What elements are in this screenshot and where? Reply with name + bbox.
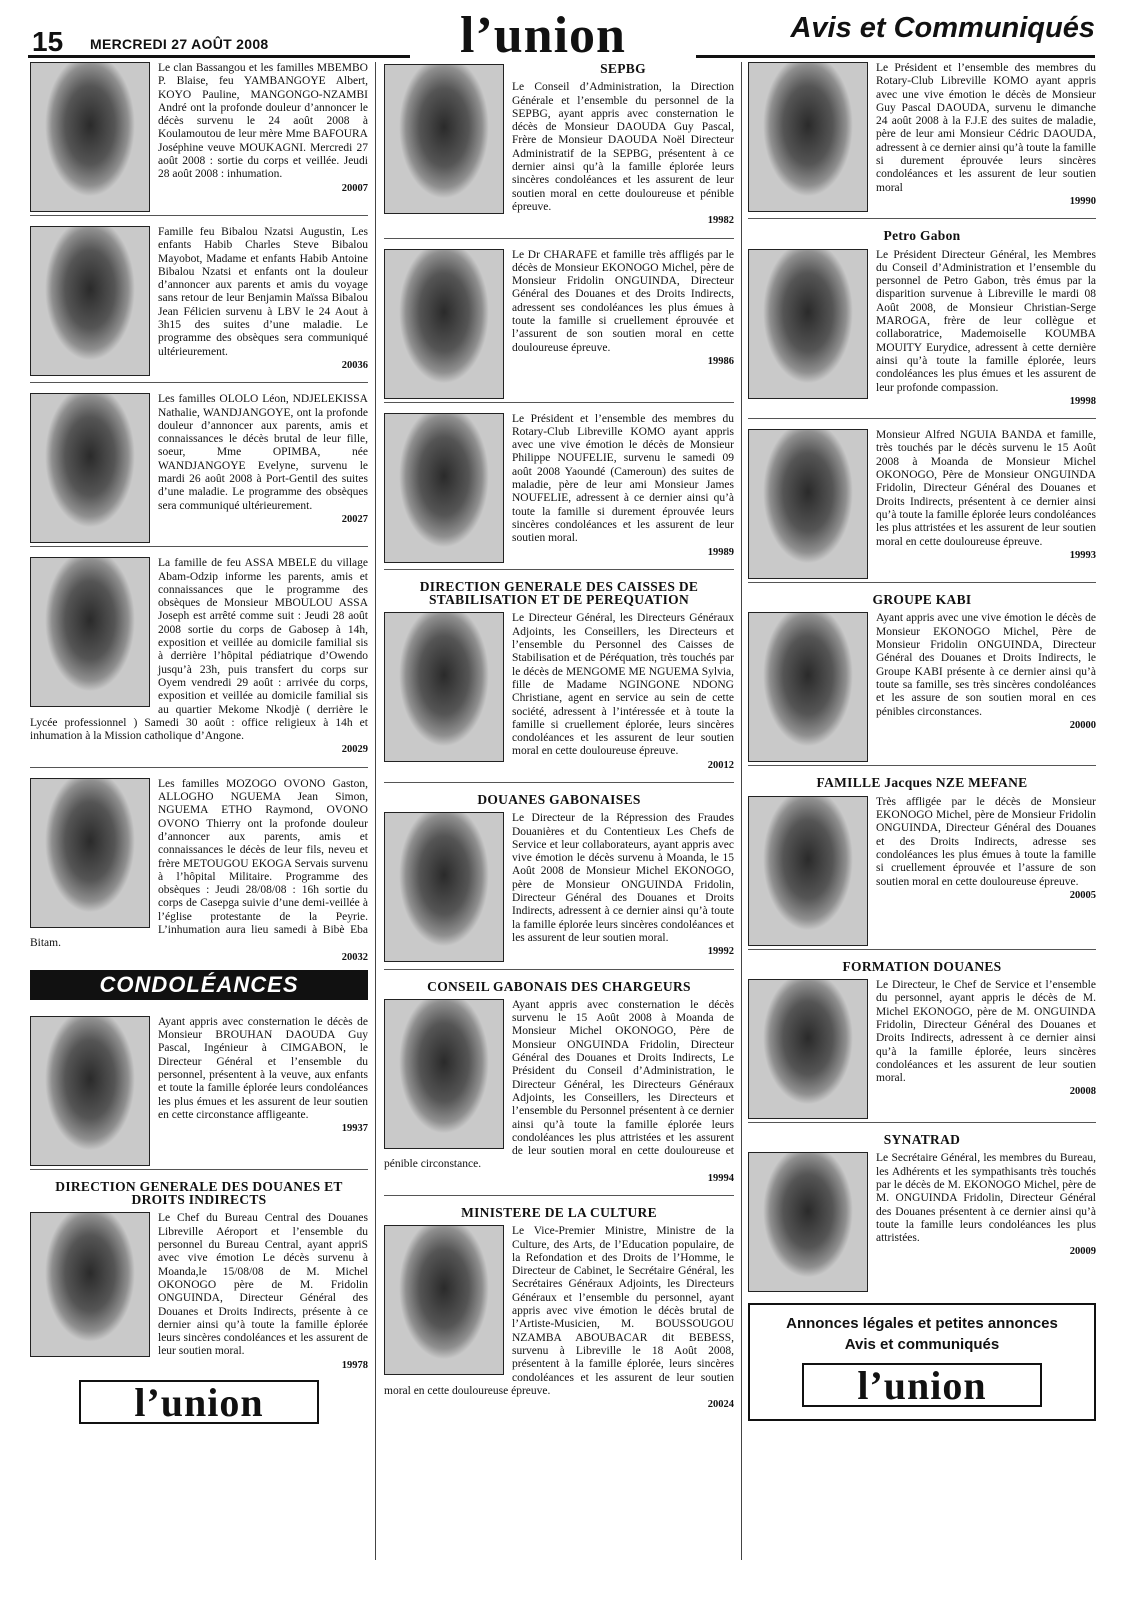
notice-text: La famille de feu ASSA MBELE du village Abam-Odzip informe les parents, amis et connaissances que le programme des obsèques de Monsieur MBOULOU ASSA Joseph est arrêté comme suit : Jeudi 28 août 2008 sortie du corps de Gabosep à 14h, exposition et veillée au domicile familial sis à derrière l’hôpital pédiatrique d’Owendo jusqu’à 23h, puis transfert du corps sur Oyem vendredi 29 août : arrivée du corps, exposition et veillée au domicile familial sis au quartier Mekome Nkodjè ( derrière le Lycée professionnel ) Samedi 30 août : office religieux à 14h et inhumation à la Mission catholique d’Angone. (30, 557, 368, 743)
section-title: Avis et Communiqués (790, 12, 1095, 44)
column-center (384, 62, 734, 1411)
condolence-notice (384, 249, 734, 369)
portrait-photo (748, 612, 868, 762)
notice-title: SYNATRAD (883, 1132, 961, 1148)
portrait-photo (384, 64, 504, 214)
notice-title: SEPBG (600, 61, 646, 76)
condolence-notice (384, 1206, 734, 1411)
notice-separator (748, 418, 1096, 419)
condolence-notice (748, 229, 1096, 408)
notice-separator (384, 402, 734, 403)
notice-separator (30, 382, 368, 383)
portrait-photo (748, 429, 868, 579)
page-header (28, 7, 1095, 64)
portrait-photo (384, 999, 504, 1149)
notice-text: Le Directeur de la Répression des Fraudes Douanières et du Contentieux Les Chefs de Service et leur collaborateurs, ayant appris avec vive émotion le décès survenu à Moanda, le 15 Août 2008 de Monsieur Michel EKONOGO, père de Monsieur ONGUINDA Fridolin, Directeur Général des Douanes et Droits Indirects, adressent à ce dernier ainsi qu’à toute la famille éplorée leurs sincères condoléances et les assurent de leur soutien moral. (512, 812, 734, 944)
notice-number: 19998 (1069, 395, 1096, 407)
notice-title: DIRECTION GENERALE DES DOUANES ET DROITS INDIRECTS (55, 1178, 343, 1208)
portrait-photo (748, 979, 868, 1119)
notice-text: Le Président Directeur Général, les Membres du Conseil d’Administration et l’ensemble du personnel de Petro Gabon, très émus par la disparition survenue à Libreville le mardi 08 Août 2008, de Monsieur Christian-Serge MAROGA, frère de leur collègue et collaboratrice, Mademoiselle KOUMBA MOUITY Eurydice, adressent à cette dernière ainsi qu’à toute la famille éplorée, leurs condoléances les plus émues et les assurent de leur profonde compassion. (876, 248, 1096, 394)
notice-separator (748, 218, 1096, 219)
portrait-photo (384, 1225, 504, 1375)
notice-text: Le Dr CHARAFE et famille très affligés par le décès de Monsieur EKONOGO Michel, père de Monsieur Fridolin ONGUINDA, Directeur Général des Douanes et des Droits Indirects, adressent ses condoléances les plus émues à toute la famille si cruellement éprouvée et l’assurent de son soutien moral en cette douloureuse épreuve. (512, 248, 734, 354)
condolence-notice (384, 413, 734, 559)
portrait-photo (30, 778, 150, 928)
condolence-notice (384, 793, 734, 959)
notice-number: 20029 (341, 744, 368, 756)
obituary-notice (30, 557, 368, 756)
notice-title: CONSEIL GABONAIS DES CHARGEURS (427, 978, 691, 994)
notice-number: 19986 (707, 355, 734, 367)
portrait-photo (384, 612, 504, 762)
notice-text: Le Secrétaire Général, les membres du Bureau, les Adhérents et les sympathisants très touchés par le décès de M. EKONOGO Michel, père de M. ONGUINDA Fridolin, Directeur Général des Douanes présentent à ce dernier ainsi qu’à toute la famille leurs condoléances les plus attristées. (876, 1152, 1096, 1245)
condolence-notice (384, 980, 734, 1185)
column-divider (741, 62, 742, 1560)
condolence-notice (748, 429, 1096, 562)
notice-number: 19982 (707, 215, 734, 227)
announcements-subline: Avis et communiqués (844, 1336, 1000, 1354)
notice-number: 19937 (341, 1123, 368, 1135)
notice-title: FORMATION DOUANES (842, 958, 1002, 974)
column-divider (375, 62, 376, 1560)
notice-number: 20007 (341, 182, 368, 194)
notice-text: Ayant appris avec une vive émotion le décès de Monsieur EKONOGO Michel, Père de Monsieur Fridolin ONGUINDA, Directeur Général des Douanes et Droits Indirects, le Groupe KABI présente à ce dernier ainsi qu’à toute sa famille, ses très sincères condoléances et les assure de son soutien moral en ces pénibles circonstances. (876, 612, 1096, 718)
notice-title: DIRECTION GENERALE DES CAISSES DE STABILISATION ET DE PEREQUATION (419, 578, 699, 608)
portrait-photo (384, 812, 504, 962)
portrait-photo (30, 226, 150, 376)
announcements-line: Annonces légales et petites annonces (786, 1315, 1058, 1333)
portrait-photo (384, 413, 504, 563)
obituary-notice (30, 393, 368, 526)
notice-number: 20012 (707, 759, 734, 771)
notice-number: 20036 (341, 359, 368, 371)
notice-separator (30, 546, 368, 547)
notice-title: GROUPE KABI (872, 592, 972, 608)
notice-text: Le Vice-Premier Ministre, Ministre de la Culture, des Arts, de l’Education populaire, de la Refondation et des Droits de l’Homme, le Directeur de Cabinet, le Secrétaire Général, les Secrétaires Généraux Adjoints, les Directeurs Généraux et l’ensemble du personnel, ayant appris avec vive émotion le décès brutal de l’Artiste-Musicien, M. BOUSSOUGOU NZAMBA ABOUBACAR dit BEBESS, survenu à Libreville le 18 Août 2008, présentent à la famille éplorée, leurs sincères condoléances et les assurent de leur soutien moral en cette douloureuse épreuve. (384, 1225, 734, 1397)
condolence-notice (748, 1133, 1096, 1259)
notice-text: Les familles MOZOGO OVONO Gaston, ALLOGHO NGUEMA Jean Simon, NGUEMA ETHO Raymond, OVONO OVONO Thierry ont la profonde douleur d’annoncer aux parents, amis et connaissances le décès de leur fils, neveu et frère METOUGOU EKOGA Servais survenu à l’hôpital Militaire. Programme des obsèques : Jeudi 28/08/08 : 16h sortie du corps de Casepga suivie d’une demi-veillée à l’église protestante de la Peyrie. L’inhumation aura lieu samedi à Bibè Eba Bitam. (30, 777, 368, 950)
notice-separator (384, 238, 734, 239)
notice-separator (384, 569, 734, 570)
notice-text: Ayant appris avec consternation le décès survenu le 15 Août 2008 à Moanda de Monsieur Michel OKONOGO, Père de Monsieur ONGUINDA Fridolin, Directeur Général des Douanes et Droits Indirects, Le Président du Conseil d’Administration, le Directeur Général, les Directeurs Généraux Adjoints, les Conseillers, les Directeurs et l’ensemble du Personnel présentent à ce dernier ainsi qu’à toute la famille éplorée leurs condoléances les plus attristées et les assurent de leur soutien moral en cette douloureuse et pénible circonstance. (384, 998, 734, 1171)
portrait-photo (384, 249, 504, 399)
obituary-notice (30, 226, 368, 372)
issue-date: MERCREDI 27 AOÛT 2008 (90, 36, 269, 52)
notice-number: 19993 (1069, 549, 1096, 561)
notice-separator (384, 782, 734, 783)
notice-separator (30, 1169, 368, 1170)
portrait-photo (748, 1152, 868, 1292)
portrait-photo (30, 62, 150, 212)
notice-text: Le Directeur Général, les Directeurs Généraux Adjoints, les Conseillers, les Directeurs et l’ensemble du Personnel des Caisses de Stabilisation et de Péréquation, très touchés par le décès de MENGOME ME NGUEMA Sylvia, fille de Madame NGINGONE NDONG Christiane, agent en service au sein de cette société, adressent à l’intéressée et à toute la famille si cruellement éplorée, leurs sincères condoléances et les assurent de leur soutien moral en cette douloureuse épreuve. (512, 612, 734, 758)
union-logo-box: l’union (802, 1363, 1042, 1407)
portrait-photo (30, 393, 150, 543)
notice-text: Les familles OLOLO Léon, NDJELEKISSA Nathalie, WANDJANGOYE, ont la profonde douleur d’annoncer aux parents, amis et connaissances le décès brutal de leur fille, soeur, Mme OPIMBA, née WANDJANGOYE Evelyne, survenu le mardi 26 août 2008 à Port-Gentil des suites d’une maladie. Le programme des obsèques sera communiqué ultérieurement. (158, 393, 368, 512)
notice-number: 19989 (707, 546, 734, 558)
notice-number: 20000 (1069, 719, 1096, 731)
portrait-photo (748, 249, 868, 399)
notice-separator (30, 215, 368, 216)
notice-text: Très affligée par le décès de Monsieur EKONOGO Michel, père de Monsieur Fridolin ONGUINDA, Directeur Général des Douanes et des Droits Indirects, adresse ses condoléances les plus émues à toute la famille si cruellement éprouvée et l’assure de son soutien moral en cette douloureuse épreuve. (876, 795, 1096, 888)
notice-separator (748, 765, 1096, 766)
notice-separator (748, 949, 1096, 950)
notice-separator (30, 767, 368, 768)
notice-text: Monsieur Alfred NGUIA BANDA et famille, très touchés par le décès survenu le 15 Août 2008 à Moanda de Monsieur Michel OKONOGO, Père de Monsieur ONGUINDA Fridolin, Directeur Général des Douanes et Droits Indirects, présentent à ce dernier ainsi qu’à toute la famille éplorée leurs condoléances les plus attristées et les assurent de leur soutien moral en cette douloureuse épreuve. (876, 429, 1096, 548)
condolence-notice (384, 580, 734, 772)
notice-title: MINISTERE DE LA CULTURE (461, 1205, 657, 1220)
condolence-notice (30, 1016, 368, 1136)
page-number: 15 (32, 26, 64, 57)
notice-number: 19994 (707, 1172, 734, 1184)
notice-text: Ayant appris avec consternation le décès de Monsieur BROUHAN DAOUDA Guy Pascal, Ingénieur à CIMGABON, le Directeur Général et l’ensemble du personnel, présentent à la veuve, aux enfants et toute la famille éplorée leurs condoléances les plus émues et les assurent de leur soutien en cette circonstance affligeante. (158, 1015, 368, 1121)
notice-separator (384, 1195, 734, 1196)
notice-text: Le Conseil d’Administration, la Direction Générale et l’ensemble du personnel de la SEPBG, ayant appris avec consternation le décès de Monsieur DAOUDA Guy Pascal, Frère de Monsieur DAOUDA Noël Directeur Administratif de la SEPBG, présentent à ce dernier ainsi qu’à la famille éplorée leurs sincères condoléances et les assurent de leur soutien moral en cette douloureuse et pénible épreuve. (512, 81, 734, 213)
portrait-photo (30, 1016, 150, 1166)
notice-number: 19990 (1069, 195, 1096, 207)
notice-number: 20009 (1069, 1246, 1096, 1258)
notice-number: 19992 (707, 946, 734, 958)
union-logo-box: l’union (79, 1380, 319, 1424)
portrait-photo (748, 62, 868, 212)
header-rule-left (28, 55, 410, 58)
condolence-notice (748, 62, 1096, 208)
notice-title: Petro Gabon (883, 228, 961, 244)
condolence-notice (748, 776, 1096, 902)
notice-title: FAMILLE Jacques NZE MEFANE (816, 775, 1028, 791)
notice-number: 19978 (341, 1359, 368, 1371)
notice-number: 20005 (1069, 889, 1096, 901)
masthead-logo: l’union (460, 7, 626, 64)
column-right (748, 62, 1096, 1421)
obituary-notice (30, 62, 368, 195)
condolence-notice (384, 62, 734, 228)
condoleances-banner: CONDOLÉANCES (30, 970, 368, 1000)
notice-text: Le Directeur, le Chef de Service et l’ensemble du personnel, ayant appris le décès de M. Michel EKONOGO, père de M. ONGUINDA Fridolin, Directeur Général des Douanes et Droits Indirects, adressent à ce dernier ainsi qu’à la famille éplorée, leurs sincères condoléances et les assurent de leur soutien moral. (876, 979, 1096, 1085)
notice-text: Le Chef du Bureau Central des Douanes Libreville Aéroport et l’ensemble du personnel du Bureau Central, ayant appriS avec vive émotion Le décès survenu à Moanda,le 15/08/08 de M. Michel OKONOGO père de M. Fridolin ONGUINDA, Directeur Général des Douanes et Droits Indirects, présente à ce dernier ainsi qu’à toute la famille éplorée leurs sincères condoléances et les assurent de leur soutien moral. (158, 1212, 368, 1358)
portrait-photo (748, 796, 868, 946)
column-left (30, 62, 368, 1424)
notice-text: Le clan Bassangou et les familles MBEMBO P. Blaise, feu YAMBANGOYE Albert, KOYO Pauline, MANGONGO-NZAMBI André ont la profonde douleur d’annoncer le décès survenu le 24 août 2008 à Koulamoutou de leur mère Mme BAFOURA Joséphine veuve MOUKAGNI. Mercredi 27 août 2008 : sortie du corps et veillée. Jeudi 28 août 2008 : inhumation. (158, 62, 368, 181)
portrait-photo (30, 1212, 150, 1357)
notice-number: 20008 (1069, 1086, 1096, 1098)
notice-number: 20032 (341, 951, 368, 963)
notice-separator (384, 969, 734, 970)
notice-number: 20027 (341, 513, 368, 525)
condolence-notice (748, 593, 1096, 732)
notice-text: Famille feu Bibalou Nzatsi Augustin, Les enfants Habib Charles Steve Bibalou Mayobot, Madame et enfants Habib Antoine Bibalou Nzatsi et enfants ont la douleur d’annoncer aux parents et amis du voyage sans retour de leur Benjamin Maïssa Bibalou Jean Félicien survenu à LBV le 24 Aout à 3h15 des suites d’une maladie. Le programme des obsèques sera communiqué ultérieurement. (158, 226, 368, 358)
announcements-box (748, 1303, 1096, 1421)
portrait-photo (30, 557, 150, 707)
condolence-notice (30, 1180, 368, 1372)
notice-separator (748, 1122, 1096, 1123)
header-rule-right (696, 55, 1095, 58)
notice-number: 20024 (707, 1399, 734, 1411)
condolence-notice (748, 960, 1096, 1099)
notice-text: Le Président et l’ensemble des membres du Rotary-Club Libreville KOMO ayant appris avec une vive émotion le décès de Monsieur Philippe NOUFELIE, survenu le samedi 09 août 2008 Yaoundé (Cameroun) des suites de maladie, père de leur ami Monsieur James NOUFELIE, adressent à ce dernier ainsi qu’à toute la famille si durement éprouvée leurs sincères condoléances et les assurent de leur soutien moral. (512, 412, 734, 545)
obituary-notice (30, 778, 368, 964)
notice-text: Le Président et l’ensemble des membres du Rotary-Club Libreville KOMO ayant appris avec une vive émotion le décès de Monsieur Guy Pascal DAOUDA, survenu le dimanche 24 août 2008 à la F.J.E des suites de maladie, père de leur ami Monsieur Cédric DAOUDA, adressent à ce dernier ainsi qu’à toute la famille si durement éprouvée leurs sincères condoléances et les assurent de leur soutien moral (876, 62, 1096, 194)
notice-separator (748, 582, 1096, 583)
notice-title: DOUANES GABONAISES (477, 791, 641, 807)
